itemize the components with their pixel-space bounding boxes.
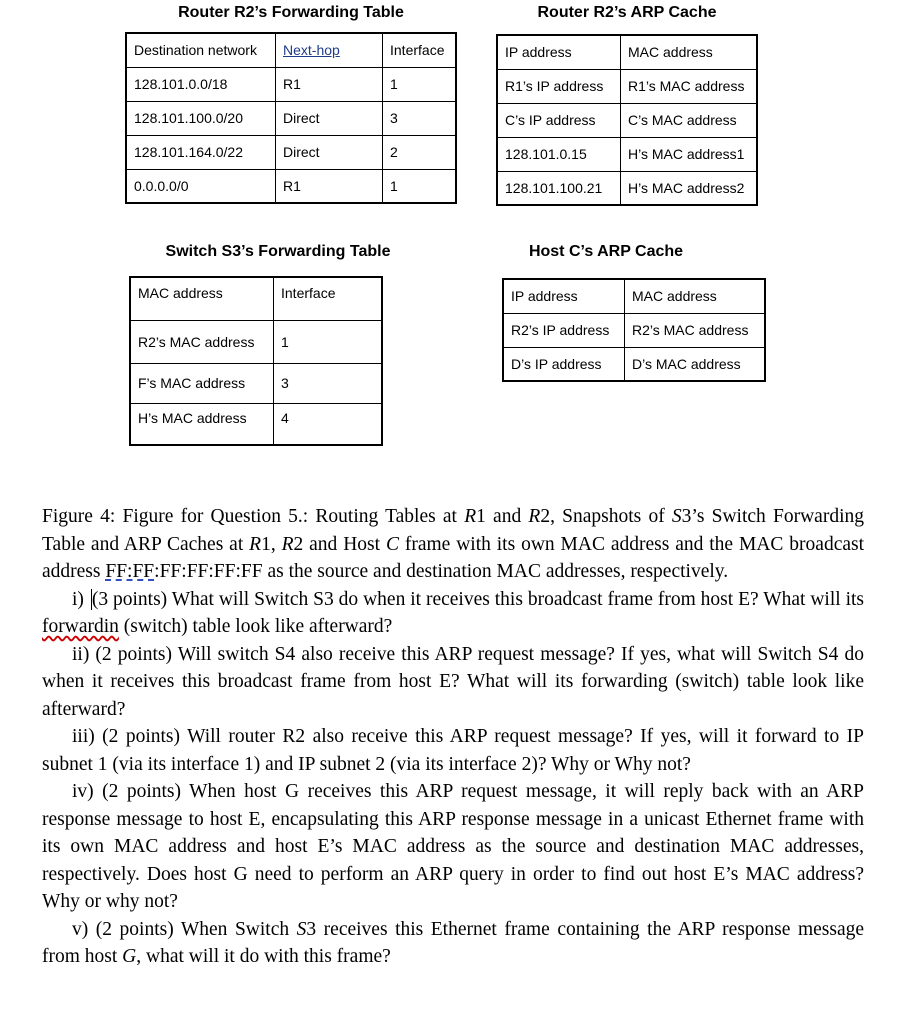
table-header-row <box>126 33 456 67</box>
c-arp-title: Host C’s ARP Cache <box>528 243 684 260</box>
table-row <box>497 137 757 171</box>
table-cell: 4 <box>274 403 383 445</box>
table-cell: 128.101.100.0/20 <box>126 101 276 135</box>
table-cell: R1 <box>276 67 383 101</box>
table-cell: H’s MAC address <box>130 403 274 445</box>
table-header-cell: IP address <box>497 35 621 69</box>
table-cell: 3 <box>383 101 457 135</box>
table-cell: 1 <box>383 169 457 203</box>
question-iv: iv) (2 points) When host G receives this ARP request message, it will reply back with an ARP response message to host E, encapsulating this ARP response message in a unicast Ethernet frame with its own MAC address and host E’s MAC address as the source and destination MAC addresses, respectively. Does host G need to perform an ARP query in order to find out host E’s MAC address? Why or why not? <box>42 781 864 912</box>
table-cell: 128.101.100.21 <box>497 171 621 205</box>
table-row <box>126 101 456 135</box>
table-cell: Direct <box>276 135 383 169</box>
table-cell: 3 <box>274 363 383 403</box>
figure-caption-block <box>42 503 864 971</box>
table-header-cell: Interface <box>274 277 383 320</box>
table-row <box>497 103 757 137</box>
table-header-cell: Destination network <box>126 33 276 67</box>
table-header-cell: MAC address <box>625 279 766 313</box>
table-header-row <box>130 277 382 320</box>
table-cell: F’s MAC address <box>130 363 274 403</box>
question-ii: ii) (2 points) Will switch S4 also receive this ARP request message? If yes, what will Switch S4 do when it receives this broadcast frame from host E? What will its forwarding (switch) table look like afterward? <box>42 643 864 720</box>
table-row <box>126 67 456 101</box>
table-cell: H’s MAC address1 <box>621 137 758 171</box>
table-cell: R1’s IP address <box>497 69 621 103</box>
table-row <box>503 313 765 347</box>
table-cell: R2’s MAC address <box>130 320 274 363</box>
table-header-cell: MAC address <box>130 277 274 320</box>
figure-caption: Figure 4: Figure for Question 5.: Routing Tables at R1 and R2, Snapshots of S3’s Switch Forwarding Table and ARP Caches at R1, R2 and Host C frame with its own MAC address and the MAC broadcast address FF:FF:FF:FF:FF:FF as the source and destination MAC addresses, respectively. <box>42 506 865 582</box>
table-cell: D’s MAC address <box>625 347 766 381</box>
table-cell: R2’s MAC address <box>625 313 766 347</box>
r2-forwarding-table <box>125 32 457 204</box>
r2-arp-title: Router R2’s ARP Cache <box>537 4 717 21</box>
table-header-cell: Interface <box>383 33 457 67</box>
table-cell: R2’s IP address <box>503 313 625 347</box>
misspelled-word: forwardin <box>42 616 119 637</box>
s3-forwarding-table <box>129 276 383 446</box>
table-row <box>130 320 382 363</box>
table-cell: 0.0.0.0/0 <box>126 169 276 203</box>
table-cell: D’s IP address <box>503 347 625 381</box>
table-cell: 128.101.0.0/18 <box>126 67 276 101</box>
table-cell: 1 <box>274 320 383 363</box>
s3-forwarding-title: Switch S3’s Forwarding Table <box>165 243 391 260</box>
next-hop-header: Next-hop <box>283 42 340 59</box>
broadcast-mac-underlined: FF:FF <box>105 561 155 582</box>
c-arp-table <box>502 278 766 382</box>
table-header-cell <box>276 33 383 67</box>
table-cell: 128.101.164.0/22 <box>126 135 276 169</box>
question-v: v) (2 points) When Switch S3 receives this Ethernet frame containing the ARP response message from host G, what will it do with this frame? <box>42 918 864 967</box>
table-cell: H’s MAC address2 <box>621 171 758 205</box>
table-header-row <box>497 35 757 69</box>
table-cell: Direct <box>276 101 383 135</box>
question-iii: iii) (2 points) Will router R2 also receive this ARP request message? If yes, will it forward to IP subnet 1 (via its interface 1) and IP subnet 2 (via its interface 2)? Why or Why not? <box>42 726 864 775</box>
table-row <box>497 171 757 205</box>
table-cell: R1 <box>276 169 383 203</box>
table-row <box>126 169 456 203</box>
table-cell: R1’s MAC address <box>621 69 758 103</box>
table-cell: 128.101.0.15 <box>497 137 621 171</box>
table-header-cell: MAC address <box>621 35 758 69</box>
table-row <box>130 403 382 445</box>
question-i: i) (3 points) What will Switch S3 do when it receives this broadcast frame from host E? What will its forwardin (switch) table look like afterward? <box>42 588 864 637</box>
table-cell: C’s MAC address <box>621 103 758 137</box>
r2-forwarding-title: Router R2’s Forwarding Table <box>178 4 404 21</box>
table-row <box>126 135 456 169</box>
table-row <box>497 69 757 103</box>
table-header-row <box>503 279 765 313</box>
table-cell: C’s IP address <box>497 103 621 137</box>
table-row <box>503 347 765 381</box>
table-cell: 1 <box>383 67 457 101</box>
table-cell: 2 <box>383 135 457 169</box>
table-row <box>130 363 382 403</box>
r2-arp-table <box>496 34 758 206</box>
table-header-cell: IP address <box>503 279 625 313</box>
